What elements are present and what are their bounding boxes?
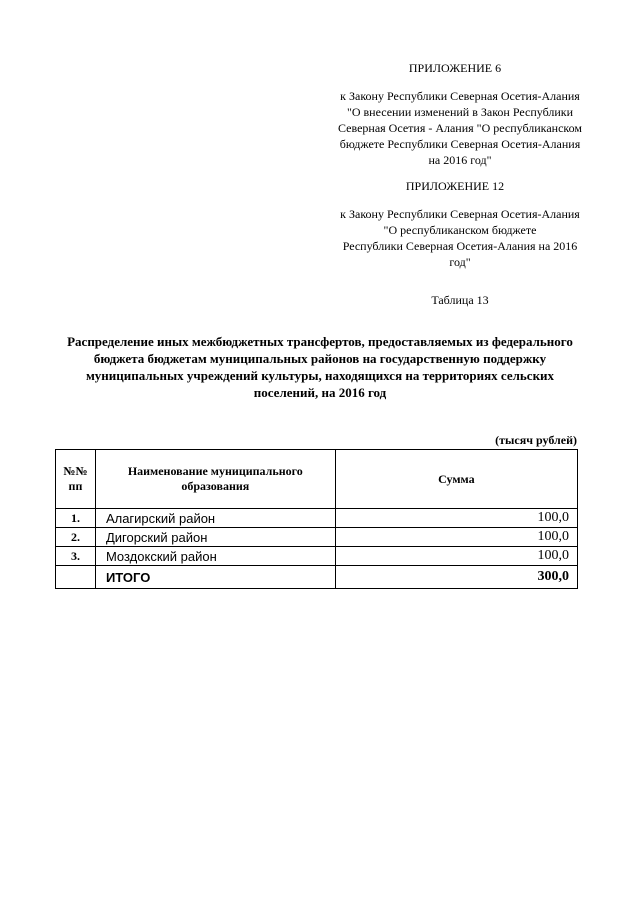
- appendix-12-reference: [330, 206, 590, 270]
- table-header-row: [56, 450, 578, 509]
- table-number: [400, 292, 520, 308]
- document-title-line: муниципальных учреждений культуры, находящихся на территориях сельских: [85, 368, 555, 383]
- header-number-line1: №№: [63, 464, 88, 478]
- row-name: Алагирский район: [95, 509, 335, 528]
- appendix-6-line: "О внесении изменений в Закон Республики: [346, 105, 574, 119]
- row-number: 3.: [56, 547, 96, 566]
- appendix-6-heading: ПРИЛОЖЕНИЕ 6: [408, 61, 502, 75]
- header-number-line2: пп: [68, 479, 83, 493]
- total-number: [56, 566, 96, 589]
- header-sum: Сумма: [335, 450, 577, 509]
- appendix-12-line: Республики Северная Осетия-Алания на 2016: [342, 239, 578, 253]
- appendix-6-title: [330, 60, 580, 76]
- document-title-line: Распределение иных межбюджетных трансфертов, предоставляемых из федерального: [67, 334, 573, 349]
- appendix-6-reference: [330, 88, 590, 168]
- row-sum: 100,0: [335, 509, 577, 528]
- appendix-12-title: [330, 178, 580, 194]
- appendix-6-line: Северная Осетия - Алания "О республиканском: [338, 121, 582, 135]
- appendix-12-line: к Закону Республики Северная Осетия-Алания: [340, 207, 580, 221]
- appendix-12-line: "О республиканском бюджете: [383, 223, 537, 237]
- transfers-table: [55, 449, 578, 589]
- appendix-6-line: к Закону Республики Северная Осетия-Алания: [340, 89, 580, 103]
- appendix-6-line: бюджете Республики Северная Осетия-Алания: [339, 137, 581, 151]
- row-name: Моздокский район: [95, 547, 335, 566]
- document-title: [40, 333, 600, 401]
- row-name: Дигорский район: [95, 528, 335, 547]
- document-title-line: бюджета бюджетам муниципальных районов на государственную поддержку: [93, 351, 547, 366]
- appendix-12-heading: ПРИЛОЖЕНИЕ 12: [405, 179, 505, 193]
- header-name-line1: Наименование муниципального: [127, 464, 303, 478]
- row-sum: 100,0: [335, 547, 577, 566]
- table-number-label: Таблица 13: [431, 293, 489, 307]
- row-number: 1.: [56, 509, 96, 528]
- table-total-row: [56, 566, 578, 589]
- total-label: ИТОГО: [95, 566, 335, 589]
- units-label: (тысяч рублей): [495, 433, 577, 447]
- appendix-6-line: на 2016 год": [428, 153, 492, 167]
- row-sum: 100,0: [335, 528, 577, 547]
- table-row: [56, 547, 578, 566]
- total-sum: 300,0: [335, 566, 577, 589]
- header-name-line2: образования: [181, 479, 250, 493]
- document-title-line: поселений, на 2016 год: [253, 385, 387, 400]
- header-number: [56, 450, 96, 509]
- appendix-12-line: год": [449, 255, 471, 269]
- table-row: [56, 509, 578, 528]
- table-row: [56, 528, 578, 547]
- header-name: [95, 450, 335, 509]
- row-number: 2.: [56, 528, 96, 547]
